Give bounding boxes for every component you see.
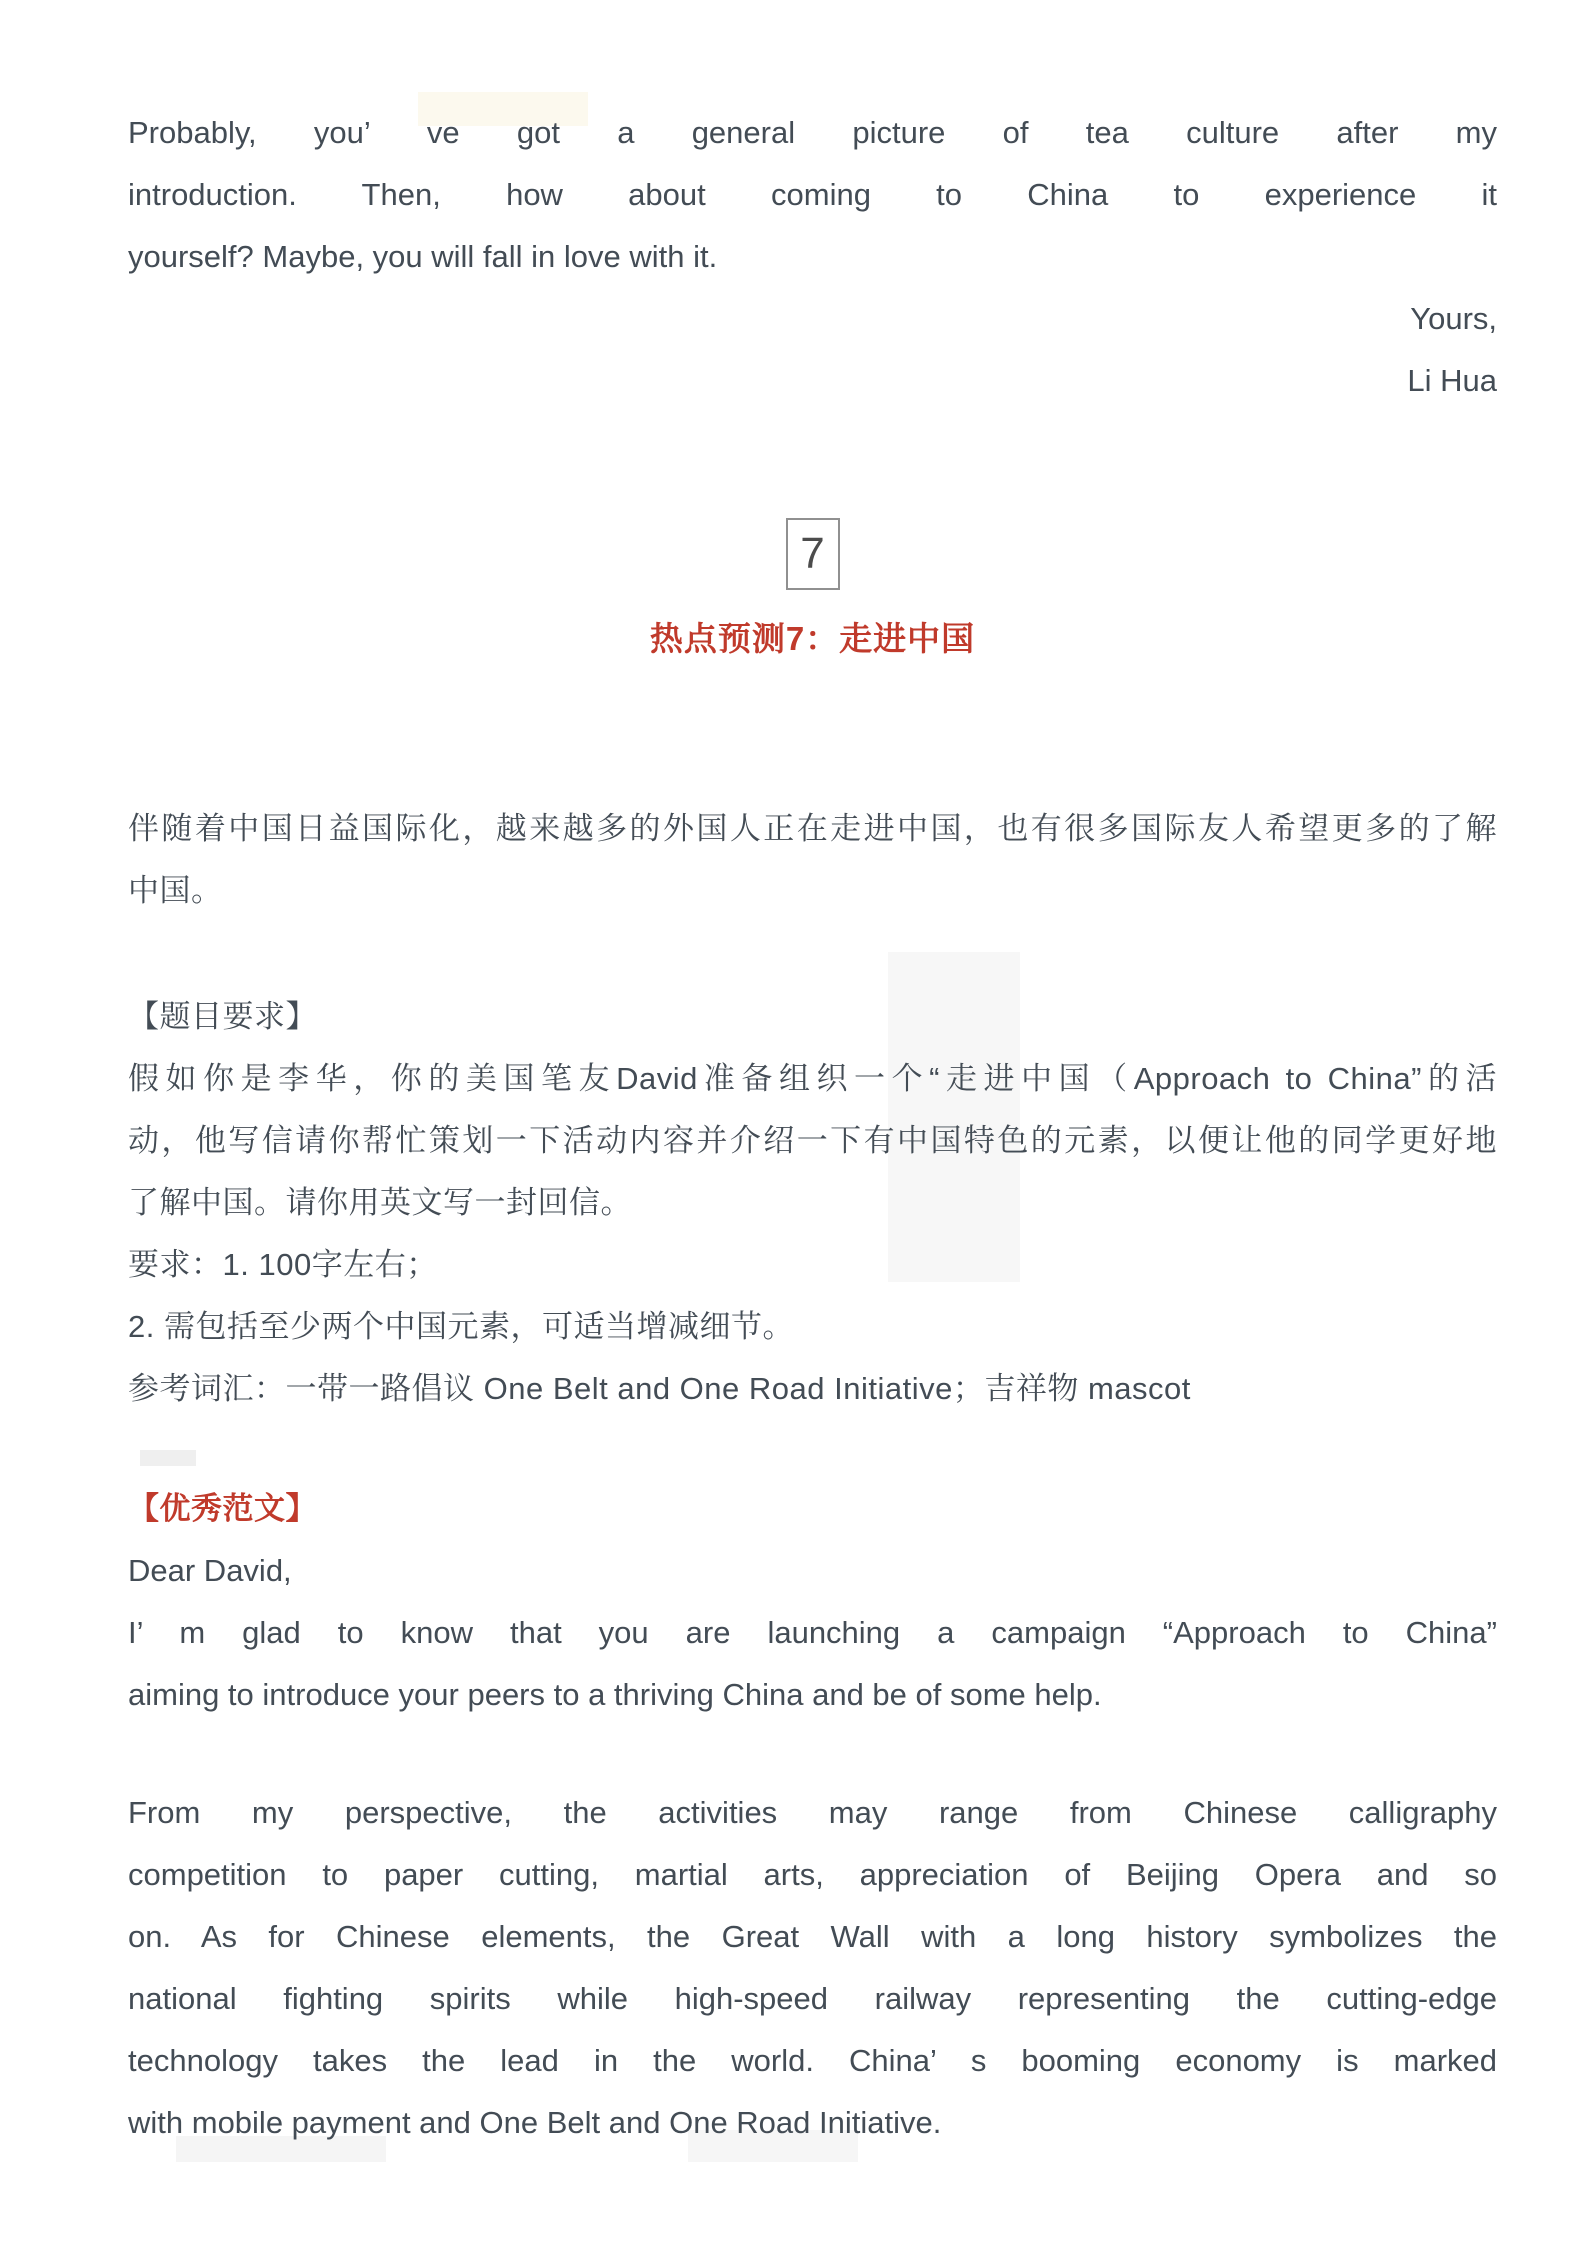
requirements-line: 2. 需包括至少两个中国元素，可适当增减细节。 [128, 1309, 794, 1344]
letter-closing-line: introduction. Then, how about coming to China to experience it [128, 177, 1497, 212]
section-title: 热点预测7：走进中国 [649, 620, 976, 657]
essay-line: technology takes the lead in the world. China’ s booming economy is marked [128, 2043, 1497, 2078]
intro-line: 中国。 [128, 873, 223, 908]
requirements-line: 要求：1. 100字左右； [128, 1247, 438, 1282]
model-essay-header: 【优秀范文】 [128, 1491, 317, 1526]
requirements-header: 【题目要求】 [128, 999, 317, 1034]
letter-closing-line: Probably, you’ ve got a general picture of tea culture after my [128, 115, 1497, 150]
letter-signature: Li Hua [1407, 363, 1497, 398]
model-essay-body [128, 1782, 1497, 2154]
intro-line: 伴随着中国日益国际化，越来越多的外国人正在走进中国，也有很多国际友人希望更多的了解 [128, 811, 1497, 846]
essay-line: national fighting spirits while high-speed railway representing the cutting-edge [128, 1981, 1497, 2016]
page-content [128, 0, 1497, 2154]
requirements-line: 参考词汇：一带一路倡议 One Belt and One Road Initiative；吉祥物 mascot [128, 1371, 1191, 1406]
section-number-box [786, 518, 840, 590]
essay-line: competition to paper cutting, martial arts, appreciation of Beijing Opera and so [128, 1857, 1497, 1892]
essay-line: on. As for Chinese elements, the Great Wall with a long history symbolizes the [128, 1919, 1497, 1954]
essay-line: I’ m glad to know that you are launching a campaign “Approach to China” [128, 1615, 1497, 1650]
requirements-section [128, 986, 1497, 1420]
essay-line: From my perspective, the activities may range from Chinese calligraphy [128, 1795, 1497, 1830]
model-essay-section [128, 1478, 1497, 1726]
essay-line: with mobile payment and One Belt and One Road Initiative. [128, 2105, 942, 2140]
essay-salutation: Dear David, [128, 1553, 292, 1588]
letter-signoff: Yours, [1410, 301, 1497, 336]
requirements-line: 动，他写信请你帮忙策划一下活动内容并介绍一下有中国特色的元素，以便让他的同学更好地 [128, 1123, 1497, 1158]
letter-closing-line: yourself? Maybe, you will fall in love with it. [128, 239, 718, 274]
essay-line: aiming to introduce your peers to a thriving China and be of some help. [128, 1677, 1102, 1712]
requirements-line: 假如你是李华，你的美国笔友David准备组织一个“走进中国（Approach to China”的活 [128, 1061, 1497, 1096]
intro-paragraph [128, 798, 1497, 922]
requirements-line: 了解中国。请你用英文写一封回信。 [128, 1185, 632, 1220]
section-number: 7 [800, 529, 825, 578]
